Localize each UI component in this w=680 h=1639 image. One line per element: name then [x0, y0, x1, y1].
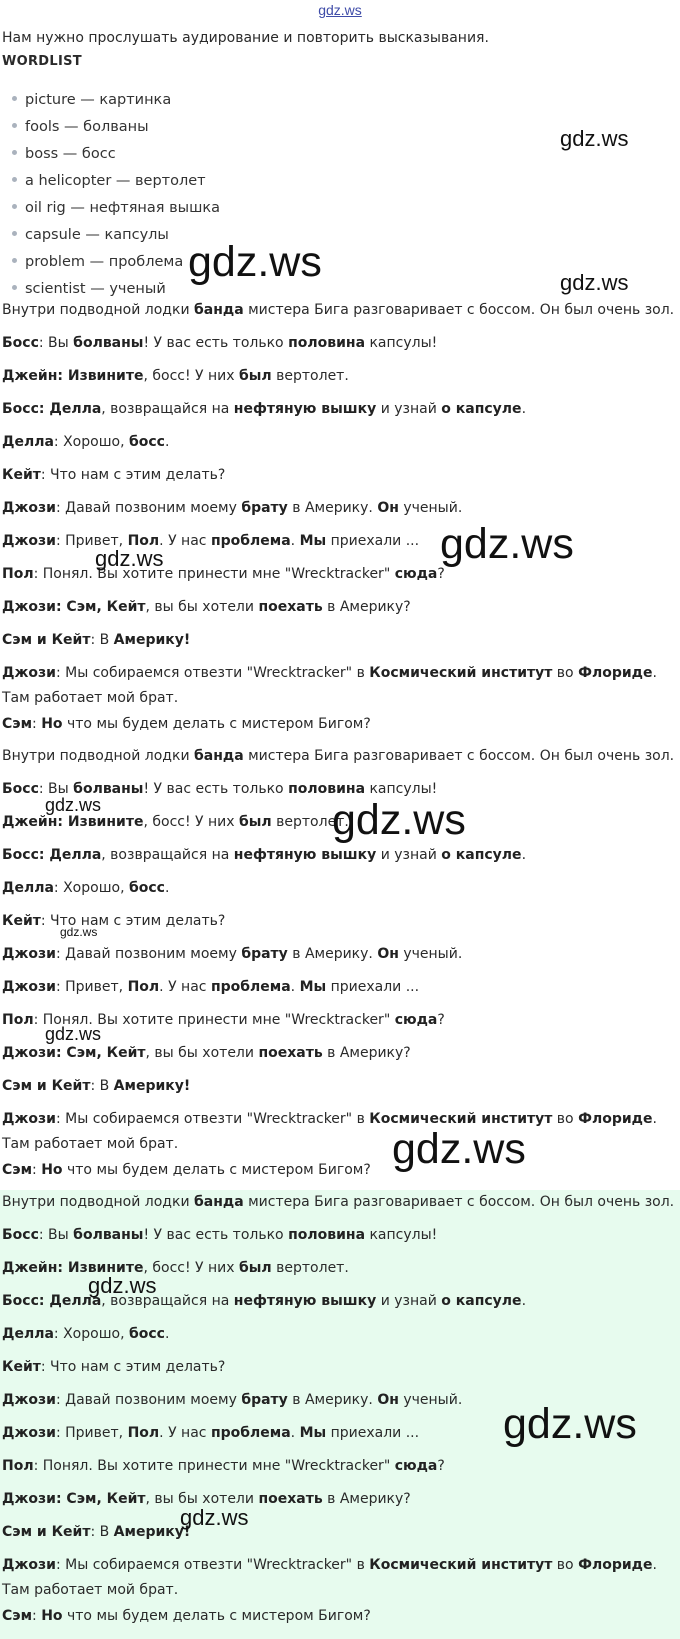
- bold-word: болваны: [73, 781, 144, 797]
- bold-word: Делла: [2, 434, 54, 450]
- watermark: gdz.ws: [95, 546, 164, 571]
- line-text: .: [164, 434, 170, 450]
- line-text: .: [164, 1326, 170, 1342]
- line-text: во: [552, 1557, 579, 1573]
- line-text: и узнай: [376, 401, 442, 417]
- bold-word: Джози: Сэм, Кейт: [2, 1491, 146, 1507]
- watermark: gdz.ws: [45, 795, 102, 815]
- dialogue-line: [2, 496, 680, 521]
- line-text: мистера Бига разговаривает с боссом. Он был очень зол.: [243, 302, 675, 318]
- bold-word: банда: [194, 748, 244, 764]
- dialogue-line: [2, 628, 680, 653]
- bold-word: о капсуле: [441, 1293, 522, 1309]
- line-text: : Вы: [38, 1227, 74, 1243]
- dialogue-line: [2, 744, 680, 769]
- line-text: . У нас: [159, 533, 211, 549]
- line-text: Внутри подводной лодки: [2, 1194, 194, 1210]
- bold-word: Джози: [2, 1425, 56, 1441]
- line-text: : Давай позвоним моему: [55, 1392, 242, 1408]
- dialogue-line: [2, 1322, 680, 1347]
- line-text: Внутри подводной лодки: [2, 302, 194, 318]
- line-text: что мы будем делать с мистером Бигом?: [62, 716, 371, 732]
- line-text: , босс! У них: [143, 814, 239, 830]
- bold-word: Кейт: [2, 913, 41, 929]
- bold-word: Босс: Делла: [2, 1293, 102, 1309]
- line-text: .: [521, 401, 527, 417]
- bold-word: Джози: [2, 500, 56, 516]
- bullet-icon: [12, 258, 17, 263]
- line-text: вертолет.: [271, 814, 349, 830]
- bold-word: Сэм: [2, 716, 33, 732]
- line-text: ученый.: [398, 946, 463, 962]
- bold-word: Джози: [2, 1557, 56, 1573]
- bold-word: Флориде: [578, 1557, 653, 1573]
- bold-word: брату: [241, 1392, 288, 1408]
- bullet-icon: [12, 123, 17, 128]
- bold-word: поехать: [258, 599, 323, 615]
- bold-word: Но: [41, 1608, 63, 1624]
- bold-word: Босс: [2, 781, 39, 797]
- dialogue-line: [2, 463, 680, 488]
- line-text: , босс! У них: [143, 1260, 239, 1276]
- line-text: приехали ...: [326, 1425, 420, 1441]
- bold-word: Пол: [2, 566, 34, 582]
- wordlist-item: oil rig — нефтяная вышка: [8, 195, 220, 222]
- line-text: : Понял. Вы хотите принести мне "Wrecktracker": [33, 1458, 395, 1474]
- dialogue-line: [2, 1604, 680, 1629]
- bold-word: Он: [377, 946, 399, 962]
- dialogue-line: [2, 942, 680, 967]
- line-text: : Мы собираемся отвезти "Wrecktracker" в: [55, 665, 370, 681]
- bold-word: Америку!: [113, 632, 191, 648]
- line-text: :: [32, 1608, 42, 1624]
- bold-word: половина: [288, 335, 366, 351]
- bold-word: Америку!: [113, 1078, 191, 1094]
- dialogue-line: [2, 975, 680, 1000]
- bold-word: сюда: [394, 1012, 438, 1028]
- bold-word: поехать: [258, 1491, 323, 1507]
- watermark: gdz.ws: [45, 1024, 102, 1044]
- line-text: в Америку.: [287, 500, 378, 516]
- bold-word: Джози: [2, 533, 56, 549]
- line-text: что мы будем делать с мистером Бигом?: [62, 1162, 371, 1178]
- line-text: .: [290, 1425, 300, 1441]
- wordlist-item: picture — картинка: [8, 87, 220, 114]
- line-text: .: [521, 1293, 527, 1309]
- line-text: вертолет.: [271, 368, 349, 384]
- bold-word: сюда: [394, 566, 438, 582]
- line-text: : Понял. Вы хотите принести мне "Wrecktracker": [33, 566, 395, 582]
- line-text: ?: [437, 1458, 445, 1474]
- line-text: : Мы собираемся отвезти "Wrecktracker" в: [55, 1557, 370, 1573]
- dialogue-block-1: [0, 298, 680, 746]
- bold-word: Сэм: [2, 1162, 33, 1178]
- line-text: .: [290, 979, 300, 995]
- bold-word: банда: [194, 1194, 244, 1210]
- bold-word: Мы: [299, 1425, 327, 1441]
- bullet-icon: [12, 231, 17, 236]
- line-text: .: [290, 533, 300, 549]
- bold-word: брату: [241, 946, 288, 962]
- bold-word: Сэм: [2, 1608, 33, 1624]
- bold-word: Но: [41, 1162, 63, 1178]
- bold-word: Джози: [2, 946, 56, 962]
- watermark: gdz.ws: [440, 520, 574, 568]
- line-text: капсулы!: [365, 781, 438, 797]
- bold-word: Пол: [2, 1458, 34, 1474]
- line-text: : Давай позвоним моему: [55, 946, 242, 962]
- line-text: :: [32, 1162, 42, 1178]
- bold-word: Джози: Сэм, Кейт: [2, 1045, 146, 1061]
- dialogue-line: [2, 1107, 678, 1157]
- dialogue-line: [2, 843, 680, 868]
- bold-word: Мы: [299, 979, 327, 995]
- watermark: gdz.ws: [503, 1400, 637, 1448]
- dialogue-line: [2, 331, 680, 356]
- bold-word: банда: [194, 302, 244, 318]
- bold-word: Делла: [2, 1326, 54, 1342]
- line-text: : В: [90, 632, 114, 648]
- bullet-icon: [12, 204, 17, 209]
- line-text: : Привет,: [55, 979, 128, 995]
- line-text: , вы бы хотели: [145, 1045, 259, 1061]
- bold-word: Джози: [2, 665, 56, 681]
- line-text: . У нас: [159, 979, 211, 995]
- site-logo-link[interactable]: gdz.ws: [318, 2, 362, 18]
- line-text: ! У вас есть только: [143, 781, 289, 797]
- line-text: .: [521, 847, 527, 863]
- dialogue-line: [2, 1520, 680, 1545]
- line-text: , возвращайся на: [101, 1293, 234, 1309]
- line-text: : В: [90, 1524, 114, 1540]
- line-text: приехали ...: [326, 533, 420, 549]
- bullet-icon: [12, 285, 17, 290]
- bold-word: Космический институт: [369, 1557, 553, 1573]
- line-text: в Америку?: [322, 1491, 411, 1507]
- bold-word: брату: [241, 500, 288, 516]
- dialogue-line: [2, 712, 680, 737]
- line-text: , босс! У них: [143, 368, 239, 384]
- bold-word: сюда: [394, 1458, 438, 1474]
- bold-word: Кейт: [2, 467, 41, 483]
- dialogue-line: [2, 397, 680, 422]
- bold-word: Босс: Делла: [2, 401, 102, 417]
- bold-word: Флориде: [578, 1111, 653, 1127]
- line-text: ! У вас есть только: [143, 1227, 289, 1243]
- line-text: ученый.: [398, 500, 463, 516]
- line-text: : Понял. Вы хотите принести мне "Wrecktracker": [33, 1012, 395, 1028]
- dialogue-line: [2, 1553, 678, 1603]
- bold-word: нефтяную вышку: [233, 1293, 377, 1309]
- line-text: : Мы собираемся отвезти "Wrecktracker" в: [55, 1111, 370, 1127]
- line-text: во: [552, 1111, 579, 1127]
- line-text: в Америку.: [287, 946, 378, 962]
- line-text: в Америку?: [322, 599, 411, 615]
- bold-word: проблема: [210, 533, 291, 549]
- bold-word: Джейн: Извините: [2, 814, 144, 830]
- line-text: Внутри подводной лодки: [2, 748, 194, 764]
- bold-word: Космический институт: [369, 665, 553, 681]
- dialogue-line: [2, 876, 680, 901]
- line-text: , вы бы хотели: [145, 1491, 259, 1507]
- watermark: gdz.ws: [180, 1505, 249, 1530]
- watermark: gdz.ws: [60, 925, 98, 939]
- line-text: и узнай: [376, 1293, 442, 1309]
- bold-word: нефтяную вышку: [233, 401, 377, 417]
- line-text: : Хорошо,: [53, 1326, 129, 1342]
- dialogue-line: [2, 1008, 680, 1033]
- wordlist-item: fools — болваны: [8, 114, 220, 141]
- watermark: gdz.ws: [392, 1125, 526, 1173]
- dialogue-line: [2, 430, 680, 455]
- bullet-icon: [12, 96, 17, 101]
- line-text: . У нас: [159, 1425, 211, 1441]
- line-text: что мы будем делать с мистером Бигом?: [62, 1608, 371, 1624]
- wordlist-item: scientist — ученый: [8, 276, 220, 303]
- dialogue-line: [2, 1074, 680, 1099]
- dialogue-line: [2, 661, 678, 711]
- line-text: мистера Бига разговаривает с боссом. Он был очень зол.: [243, 1194, 675, 1210]
- line-text: капсулы!: [365, 335, 438, 351]
- bold-word: Сэм и Кейт: [2, 1078, 91, 1094]
- line-text: : Вы: [38, 335, 74, 351]
- bold-word: босс: [128, 1326, 165, 1342]
- bold-word: Делла: [2, 880, 54, 896]
- line-text: :: [32, 716, 42, 732]
- bold-word: был: [239, 814, 272, 830]
- dialogue-line: [2, 1487, 680, 1512]
- dialogue-line: [2, 1454, 680, 1479]
- wordlist-item: boss — босс: [8, 141, 220, 168]
- dialogue-line: [2, 595, 680, 620]
- watermark: gdz.ws: [560, 270, 629, 295]
- line-text: ученый.: [398, 1392, 463, 1408]
- line-text: ! У вас есть только: [143, 335, 289, 351]
- line-text: в Америку.: [287, 1392, 378, 1408]
- bold-word: Джейн: Извините: [2, 368, 144, 384]
- bold-word: Босс: [2, 1227, 39, 1243]
- dialogue-line: [2, 1190, 680, 1215]
- wordlist-item: a helicopter — вертолет: [8, 168, 220, 195]
- line-text: мистера Бига разговаривает с боссом. Он был очень зол.: [243, 748, 675, 764]
- wordlist-item: problem — проблема: [8, 249, 220, 276]
- bold-word: Но: [41, 716, 63, 732]
- line-text: капсулы!: [365, 1227, 438, 1243]
- bold-word: Пол: [127, 533, 160, 549]
- watermark: gdz.ws: [560, 126, 629, 151]
- line-text: во: [552, 665, 579, 681]
- bold-word: Флориде: [578, 665, 653, 681]
- dialogue-line: [2, 1041, 680, 1066]
- line-text: : Привет,: [55, 533, 128, 549]
- dialogue-line: [2, 909, 680, 934]
- dialogue-line: [2, 364, 680, 389]
- line-text: . Там работает мой брат.: [2, 1557, 657, 1598]
- line-text: : Хорошо,: [53, 880, 129, 896]
- bold-word: нефтяную вышку: [233, 847, 377, 863]
- bullet-icon: [12, 177, 17, 182]
- line-text: : Что нам с этим делать?: [40, 467, 226, 483]
- line-text: . Там работает мой брат.: [2, 1111, 657, 1152]
- bold-word: болваны: [73, 335, 144, 351]
- line-text: : Что нам с этим делать?: [40, 913, 226, 929]
- bold-word: Джози: [2, 979, 56, 995]
- bold-word: Джози: [2, 1392, 56, 1408]
- line-text: , вы бы хотели: [145, 599, 259, 615]
- line-text: : Давай позвоним моему: [55, 500, 242, 516]
- bold-word: Космический институт: [369, 1111, 553, 1127]
- bold-word: Пол: [127, 1425, 160, 1441]
- watermark: gdz.ws: [88, 1273, 157, 1298]
- bold-word: Джейн: Извините: [2, 1260, 144, 1276]
- bold-word: о капсуле: [441, 401, 522, 417]
- bold-word: болваны: [73, 1227, 144, 1243]
- line-text: : Вы: [38, 781, 74, 797]
- bold-word: Мы: [299, 533, 327, 549]
- bold-word: Босс: Делла: [2, 847, 102, 863]
- dialogue-line: [2, 1158, 680, 1183]
- line-text: , возвращайся на: [101, 401, 234, 417]
- bold-word: Он: [377, 1392, 399, 1408]
- watermark: gdz.ws: [188, 238, 322, 286]
- line-text: и узнай: [376, 847, 442, 863]
- bullet-icon: [12, 150, 17, 155]
- bold-word: Босс: [2, 335, 39, 351]
- line-text: приехали ...: [326, 979, 420, 995]
- bold-word: Пол: [2, 1012, 34, 1028]
- line-text: : В: [90, 1078, 114, 1094]
- bold-word: Он: [377, 500, 399, 516]
- line-text: ?: [437, 1012, 445, 1028]
- line-text: : Что нам с этим делать?: [40, 1359, 226, 1375]
- bold-word: Джози: Сэм, Кейт: [2, 599, 146, 615]
- bold-word: половина: [288, 781, 366, 797]
- bold-word: Джози: [2, 1111, 56, 1127]
- bold-word: босс: [128, 880, 165, 896]
- wordlist-heading: WORDLIST: [2, 54, 82, 69]
- line-text: в Америку?: [322, 1045, 411, 1061]
- line-text: ?: [437, 566, 445, 582]
- bold-word: босс: [128, 434, 165, 450]
- bold-word: Кейт: [2, 1359, 41, 1375]
- bold-word: Пол: [127, 979, 160, 995]
- bold-word: о капсуле: [441, 847, 522, 863]
- bold-word: Америку!: [113, 1524, 191, 1540]
- bold-word: половина: [288, 1227, 366, 1243]
- line-text: , возвращайся на: [101, 847, 234, 863]
- intro-text: Нам нужно прослушать аудирование и повторить высказывания.: [2, 30, 489, 46]
- dialogue-line: [2, 1223, 680, 1248]
- bold-word: Сэм и Кейт: [2, 1524, 91, 1540]
- bold-word: Сэм и Кейт: [2, 632, 91, 648]
- bold-word: поехать: [258, 1045, 323, 1061]
- dialogue-line: [2, 1355, 680, 1380]
- dialogue-line: [2, 298, 680, 323]
- line-text: : Привет,: [55, 1425, 128, 1441]
- bold-word: проблема: [210, 979, 291, 995]
- line-text: : Хорошо,: [53, 434, 129, 450]
- bold-word: проблема: [210, 1425, 291, 1441]
- line-text: вертолет.: [271, 1260, 349, 1276]
- bold-word: был: [239, 368, 272, 384]
- line-text: . Там работает мой брат.: [2, 665, 657, 706]
- wordlist-item: capsule — капсулы: [8, 222, 220, 249]
- watermark: gdz.ws: [332, 796, 466, 844]
- line-text: .: [164, 880, 170, 896]
- bold-word: был: [239, 1260, 272, 1276]
